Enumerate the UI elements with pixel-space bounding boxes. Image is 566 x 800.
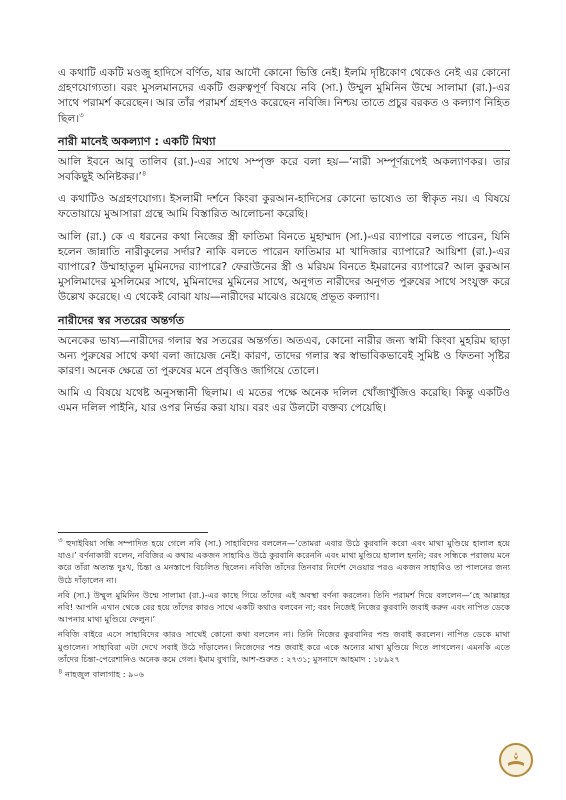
footnote-3-b: নবি (সা.) উম্মুল মুমিনিন উম্মে সালামা (রা.)-এর কাছে গিয়ে তাঁদের এই অবস্থা বর্ণনা করলেন। তিনি পরামর্শ দিয়ে বললেন—‘হে আল্লাহর নবি! আপনি এখান থেকে বের হয়ে তাঁদের কারও সাথে একটি কথাও বলবেন না; বরং নিজেই নিজের কুরবানি জবাই করুন এবং নাপিত ডেকে আপনার মাথা মুণ্ডিয়ে ফেলুন।’ — [58, 589, 510, 625]
main-text — [58, 66, 510, 424]
footnote-4: ৪ নাহজুল বালাগাহ : ৯০৬ — [58, 667, 145, 680]
footnote-3-a: ৩ হুদাইবিয়া সন্ধি সম্পাদিত হয়ে গেলে নবি (সা.) সাহাবিদের বললেন—‘তোমরা এবার উঠে কুরবানি করো এবং মাথা মুণ্ডিয়ে হালাল হয়ে যাও।’ বর্ণনাকারী বলেন, নবিজির এ কথায় একজন সাহাবিও উঠে কুরবানি করেননি এবং মাথা মুণ্ডিয়ে হালাল হননি; বরং সন্ধিকে পরাজয় মনে করে তাঁরা অত্যন্ত দুঃখ, চিন্তা ও মনস্তাপে বিচলিত ছিলেন। নবিজি তাঁদের তিনবার নির্দেশ দেওয়ার পরও একজন সাহাবিও তা পালনের জন্য উঠে দাঁড়ালেন না। — [58, 536, 510, 585]
paragraph-3: এ কথাটিও অগ্রহণযোগ্য। ইসলামী দর্শনে কিংবা কুরআন-হাদিসের কোনো ভাষ্যেও তা স্বীকৃত নয়। এ বিষয়ে ফতোয়ায়ে মুআসারা গ্রন্থে আমি বিস্তারিত আলোচনা করেছি। — [58, 193, 510, 221]
section-heading-1: নারী মানেই অকল্যাণ : একটি মিথ্যা — [58, 134, 510, 151]
footnote-mark-3: ৩ — [58, 536, 63, 545]
footnote-mark-4: ৪ — [58, 667, 63, 676]
footnote-divider — [58, 532, 208, 533]
section-heading-2: নারীদের স্বর সতরের অন্তর্গত — [58, 313, 510, 330]
footnote-ref-3[interactable]: ৩ — [79, 111, 84, 120]
paragraph-2: আলি ইবনে আবু তালিব (রা.)-এর সাথে সম্পৃক্ত করে বলা হয়—‘নারী সম্পূর্ণরূপেই অকল্যাণকর। তার সবকিছুই অনিষ্টকর।’$^৪$ — [58, 155, 510, 184]
paragraph-4: আলি (রা.) কে এ ধরনের কথা নিজের স্ত্রী ফাতিমা বিনতে মুহাম্মাদ (সা.)-এর ব্যাপারে বলতে পারেন, যিনি হলেন জান্নাতি নারীকুলের সর্দার? নাকি বলতে পারেন ফাতিমার মা খাদিজার ব্যাপারে? আয়িশা (রা.)-এর ব্যাপারে? উম্মাহাতুল মুমিনদের ব্যাপারে? ফেরাউনের স্ত্রী ও মরিয়ম বিনতে ইমরানের ব্যাপারে? আল কুরআন মুসলিমাদের মুসলিমের সাথে, মুমিনাদের মুমিনের সাথে, অনুগত নারীদের অনুগত পুরুষের সাথে সংযুক্ত করে উল্লেখ করেছে। এ থেকেই বোঝা যায়—নারীদের মাঝেও রয়েছে প্রভূত কল্যাণ। — [58, 230, 510, 304]
paragraph-1: এ কথাটি একটি মওজু হাদিসে বর্ণিত, যার আদৌ কোনো ভিত্তি নেই। ইলমি দৃষ্টিকোণ থেকেও নেই এর কোনো গ্রহণযোগ্যতা। বরং মুসলমানদের একটি গুরুত্বপূর্ণ বিষয়ে নবি (সা.) উম্মুল মুমিনিন উম্মে সালামা (রা.)-এর সাথে পরামর্শ করেছেন। আর তাঁর পরামর্শ গ্রহণও করেছেন নবিজি। নিশ্চয় তাতে প্রচুর বরকত ও কল্যাণ নিহিত ছিল।$^৩$ — [58, 67, 510, 125]
paragraph-6: আমি এ বিষয়ে যথেষ্ট অনুসন্ধানী ছিলাম। এ মতের পক্ষে অনেক দলিল খোঁজাখুঁজিও করেছি। কিন্তু একটিও এমন দলিল পাইনি, যার ওপর নির্ভর করা যায়। বরং এর উলটো বক্তব্য পেয়েছি। — [58, 387, 510, 415]
publisher-logo-icon — [499, 743, 533, 777]
footnotes — [58, 537, 510, 683]
paragraph-5: অনেকের ভাষ্য—নারীদের গলার স্বর সতরের অন্তর্গত। অতএব, কোনো নারীর জন্য স্বামী কিংবা মুহরিম ছাড়া অন্য পুরুষের সাথে কথা বলা জায়েজ নেই। কারণ, তাদের গলার স্বর স্বাভাবিকভাবেই সুমিষ্ট ও ফিতনা সৃষ্টির কারণ। অনেক ক্ষেত্রে তা পুরুষের মনে প্রবৃত্তিও জাগিয়ে তোলে। — [58, 334, 510, 378]
book-emblem-icon — [504, 748, 528, 772]
footnote-ref-4[interactable]: ৪ — [141, 169, 147, 178]
footnote-3-c: নবিজি বাইরে এসে সাহাবিদের কারও সাথেই কোনো কথা বললেন না। তিনি নিজের কুরবানির পশু জবাই করলেন। নাপিত ডেকে মাথা মুণ্ডালেন। সাহাবিরা এটা দেখে সবাই উঠে দাঁড়ালেন। নিজেদের পশু জবাই করে একে অন্যের মাথা মুণ্ডিয়ে দিতে লাগলেন। এমনকি এতে তাঁদের চিন্তা-পেরেশানিও অনেক কমে গেল। ইমাম বুখারি, আশ-শুরুত : ২৭৩১; মুসনাদে আহমাদ : ১৮৯২৭ — [58, 629, 510, 664]
